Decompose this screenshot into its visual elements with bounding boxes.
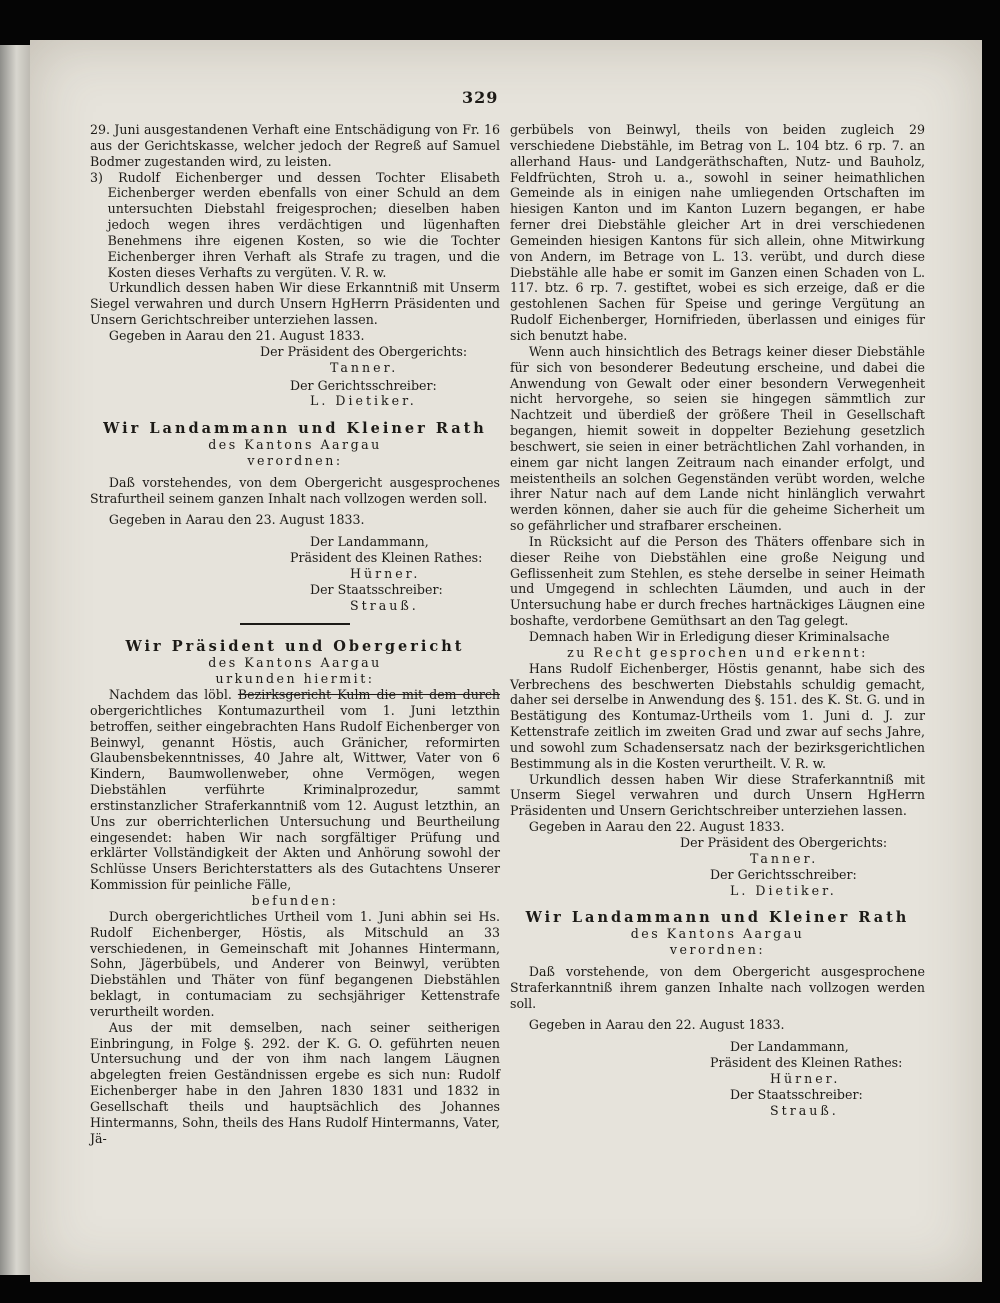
signature-title: Der Präsident des Obergerichts: [680,834,888,850]
previous-page-edge [0,45,30,1275]
page-number: 329 [462,88,499,107]
numbered-paragraph: 3) Rudolf Eichenberger und dessen Tochter Elisabeth Eichenberger werden ebenfalls von einer Schuld an dem untersuchten Diebstahl freigesprochen; dieselben haben jedoch wegen ihres verdächtigen und lügenhaften Benehmens ihre eigenen Kosten, so wie die Tochter Eichenberger ihren Verhaft als Strafe zu tragen, und die Kosten dieses Verhafts zu vergüten. V. R. w. [90,169,500,280]
paragraph: Daß vorstehende, von dem Obergericht ausgesprochene Straferkanntniß ihrem ganzen Inhalte nach vollzogen werden soll. [510,963,925,1011]
signature-name: Tanner. [750,850,819,866]
paragraph: Daß vorstehendes, von dem Obergericht ausgesprochenes Strafurtheil seinem ganzen Inhalt nach vollzogen werden soll. [90,474,500,506]
signature-title: Der Gerichtsschreiber: [710,866,857,882]
section-heading: Wir Landammann und Kleiner Rath [525,909,910,927]
right-column [510,122,925,1118]
signature-title: Der Staatsschreiber: [730,1086,863,1102]
date-line: Gegeben in Aarau den 22. August 1833. [528,1017,785,1033]
paragraph: Demnach haben Wir in Erledigung dieser Kriminalsache [528,629,890,644]
signature-title: Der Gerichtsschreiber: [290,377,437,393]
paragraph: Nachdem das löbl. Bezirksgericht Kulm die mit dem durch obergerichtliches Kontumazurtheil vom 1. Juni letzthin betroffen, seither eingebrachten Hans Rudolf Eichenberger von Beinwyl, genannt Höstis, auch Gränicher, reformirten Glaubensbekenntnisses, 40 Jahre alt, Wittwer, Vater von 6 Kindern, Baumwollenweber, ohne Vermögen, wegen Diebstählen verführte Kriminalprozedur, sammt erstinstanzlicher Straferkanntniß vom 12. August letzthin, an Uns zur oberrichterlichen Untersuchung und Beurtheilung eingesendet: haben Wir nach sorgfältiger Prüfung und erklärter Vollständigkeit der Akten und Anhörung sowohl der Schlüsse Unsers Berichterstatters als des Gutachtens Unserer Kommission für peinliche Fälle, [90,687,500,893]
paragraph: Durch obergerichtliches Urtheil vom 1. Juni abhin sei Hs. Rudolf Eichenberger, Höstis, als Mitschuld an 33 verschiedenen, in Gemeinschaft mit Johannes Hintermann, Sohn, Jägerbübels, und Anderer von Beinwyl, verübten Diebstählen und Thäter von fünf begangenen Diebstählen beklagt, in contumaciam zu sechsjähriger Kettenstrafe verurtheilt worden. [90,908,500,1019]
struck-text: Bezirksgericht Kulm die mit dem durch [237,687,500,702]
signature-name: L. Dietiker. [730,882,837,898]
date-line: Gegeben in Aarau den 23. August 1833. [108,512,365,528]
signature-name: Tanner. [330,359,399,375]
signature-name: Hürner. [770,1070,841,1086]
signature-title: Der Staatsschreiber: [310,581,443,597]
signature-title: Präsident des Kleinen Rathes: [710,1055,903,1071]
section-subheading: des Kantons Aargau [630,926,805,942]
signature-name: Strauß. [770,1102,839,1118]
paragraph: Hans Rudolf Eichenberger, Höstis genannt, habe sich des Verbrechens des beschwerten Diebstahls schuldig gemacht, daher sei derselbe in Anwendung des §. 151. des K. St. G. und in Bestätigung des Kontumaz-Urtheils vom 1. Juni d. J. zur Kettenstrafe zeitlich im zweiten Grad und zwar auf sechs Jahre, und sowohl zum Schadensersatz nach der bezirksgerichtlichen Bestimmung als in die Kosten verurtheilt. V. R. w. [510,660,925,771]
signature-title: Der Präsident des Obergerichts: [260,343,468,359]
paragraph: gerbübels von Beinwyl, theils von beiden zugleich 29 verschiedene Diebstähle, im Betrag von L. 104 btz. 6 rp. 7. an allerhand Haus- und Landgeräthschaften, Nutz- und Bauholz, Feldfrüchten, Stroh u. a., sowohl in seiner heimathlichen Gemeinde als in einigen nahe umliegenden Ortschaften im hiesigen Kanton und im Kanton Luzern begangen, er habe ferner drei Diebstähle gleicher Art in drei verschiedenen Gemeinden hiesigen Kantons für sich allein, ohne Mitwirkung von Andern, im Betrage von L. 13. verübt, und durch diese Diebstähle alle habe er somit im Ganzen einen Schaden von L. 117. btz. 6 rp. 7. gestiftet, wobei es sich erzeige, daß er die gestohlenen Sachen für Speise und geringe Vergütung an Rudolf Eichenberger, Hornifrieden, überlassen und einiges für sich benutzt habe. [510,122,925,343]
paragraph: Urkundlich dessen haben Wir diese Straferkanntniß mit Unserm Siegel verwahren und durch Unsern HgHerrn Präsidenten und Unsern Gerichtschreiber unterziehen lassen. [510,771,925,819]
signature-title: Der Landammann, [310,534,429,550]
section-subheading: befunden: [251,892,339,908]
paragraph: 29. Juni ausgestandenen Verhaft eine Entschädigung von Fr. 16 aus der Gerichtskasse, welcher jedoch der Regreß auf Samuel Bodmer zugestanden wird, zu leisten. [90,122,500,169]
signature-title: Präsident des Kleinen Rathes: [290,550,483,566]
paragraph: In Rücksicht auf die Person des Thäters offenbare sich in dieser Reihe von Diebstählen eine große Neigung und Geflissenheit zum Stehlen, es stehe derselbe in seiner Heimath und Umgegend in schlechten Läumden, und auch in der Untersuchung habe er durch freches hartnäckiges Läugnen eine boshafte, verdorbene Gemüthsart an den Tag gelegt. [510,533,925,629]
paragraph: Urkundlich dessen haben Wir diese Erkanntniß mit Unserm Siegel verwahren und durch Unsern HgHerrn Präsidenten und Unsern Gerichtschreiber unterziehen lassen. [90,280,500,328]
left-column [90,122,500,1146]
section-subheading: zu Recht gesprochen und erkennt: [567,644,868,660]
section-subheading: urkunden hiermit: [215,671,375,687]
paragraph: Wenn auch hinsichtlich des Betrags keiner dieser Diebstähle für sich von besonderer Bedeutung erscheine, und dabei die Anwendung von Gewalt oder einer besondern Verwegenheit nicht hervorgehe, so seien sie hingegen sämmtlich zur Nachtzeit und überdieß der größere Theil in Gesellschaft begangen, hiemit soweit in doppelter Beziehung gesetzlich beschwert, sie seien in einer beträchtlichen Zahl vorhanden, in einem gar nicht langen Zeitraum nach einander erfolgt, und meistentheils an solchen Gegenständen verübt worden, welche ihrer Natur nach auf dem Lande nicht hinlänglich verwahrt werden können, daher sie auch für die geheime Sicherheit um so gefährlicher und strafbarer erscheinen. [510,343,925,534]
date-line: Gegeben in Aarau den 21. August 1833. [108,327,365,343]
signature-name: Hürner. [350,565,421,581]
signature-name: Strauß. [350,597,419,613]
section-divider [240,623,350,625]
section-heading: Wir Präsident und Obergericht [125,638,465,656]
document-page [30,40,982,1282]
section-subheading: des Kantons Aargau [208,655,382,671]
section-subheading: verordnen: [247,452,343,468]
section-subheading: verordnen: [669,942,766,958]
date-line: Gegeben in Aarau den 22. August 1833. [528,819,785,835]
section-subheading: des Kantons Aargau [208,437,382,453]
section-heading: Wir Landammann und Kleiner Rath [103,420,487,438]
paragraph: Aus der mit demselben, nach seiner seitherigen Einbringung, in Folge §. 292. der K. G. O. geführten neuen Untersuchung und der von ihm nach langem Läugnen abgelegten freien Geständnissen ergebe es sich nun: Rudolf Eichenberger habe in den Jahren 1830 1831 und 1832 in Gesellschaft theils und hauptsächlich des Johannes Hintermanns, Sohn, theils des Hans Rudolf Hintermanns, Vater, Jä- [90,1019,500,1146]
signature-name: L. Dietiker. [310,393,417,409]
signature-title: Der Landammann, [730,1039,849,1055]
